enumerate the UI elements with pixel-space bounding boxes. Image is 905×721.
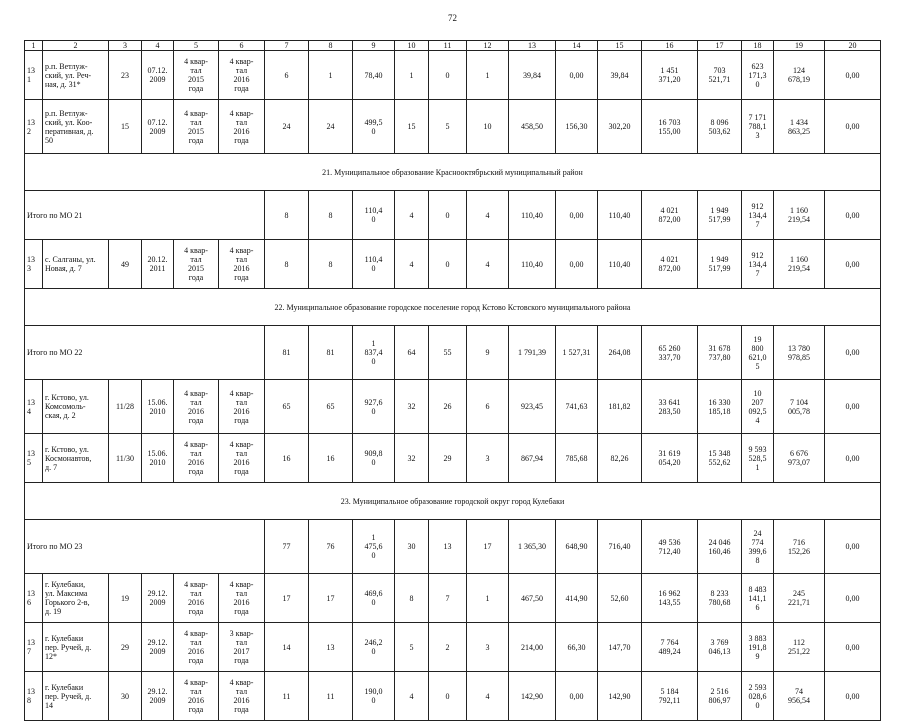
table-cell: 24 xyxy=(309,100,353,154)
table-cell: 4 квар- тал 2016 года xyxy=(219,574,265,623)
table-cell: 648,90 xyxy=(556,520,598,574)
table-cell: 0 xyxy=(429,51,467,100)
table-cell: 3 квар- тал 2017 года xyxy=(219,623,265,672)
row-number: 13 3 xyxy=(25,240,43,289)
address-cell: р.п. Ветлуж- ский, ул. Реч- ная, д. 31* xyxy=(43,51,109,100)
table-cell: 0,00 xyxy=(825,520,881,574)
table-row xyxy=(25,380,881,434)
address-cell: г. Кстово, ул. Комсомоль- ская, д. 2 xyxy=(43,380,109,434)
housing-program-table xyxy=(24,40,881,721)
table-cell: 0,00 xyxy=(556,51,598,100)
subtotal-label: Итого по МО 21 xyxy=(25,191,265,240)
table-row xyxy=(25,623,881,672)
table-cell: 110,4 0 xyxy=(353,240,395,289)
subtotal-label: Итого по МО 22 xyxy=(25,326,265,380)
table-cell: 26 xyxy=(429,380,467,434)
section-heading: 22. Муниципальное образование городское поселение город Кстово Кстовского муниципального района xyxy=(25,289,881,326)
column-number-cell: 15 xyxy=(598,41,642,51)
table-row xyxy=(25,574,881,623)
table-cell: 5 xyxy=(395,623,429,672)
table-cell: 110,40 xyxy=(509,191,556,240)
subtotal-row xyxy=(25,191,881,240)
table-cell: 1 434 863,25 xyxy=(774,100,825,154)
table-cell: 8 xyxy=(265,240,309,289)
address-cell: г. Кулебаки пер. Ручей, д. 14 xyxy=(43,672,109,721)
table-cell: 264,08 xyxy=(598,326,642,380)
table-cell: 4 квар- тал 2015 года xyxy=(174,100,219,154)
column-number-cell: 12 xyxy=(467,41,509,51)
table-cell: 3 769 046,13 xyxy=(698,623,742,672)
table-cell: 4 квар- тал 2016 года xyxy=(219,380,265,434)
table-cell: 15 xyxy=(109,100,142,154)
table-cell: 74 956,54 xyxy=(774,672,825,721)
table-cell: 4 квар- тал 2016 года xyxy=(174,434,219,483)
table-cell: 214,00 xyxy=(509,623,556,672)
table-cell: 9 593 528,5 1 xyxy=(742,434,774,483)
table-cell: 4 xyxy=(395,672,429,721)
table-cell: 6 676 973,07 xyxy=(774,434,825,483)
table-cell: 1 791,39 xyxy=(509,326,556,380)
table-cell: 142,90 xyxy=(598,672,642,721)
table-cell: 1 475,6 0 xyxy=(353,520,395,574)
table-cell: 0 xyxy=(429,191,467,240)
table-cell: 1 160 219,54 xyxy=(774,240,825,289)
table-cell: 923,45 xyxy=(509,380,556,434)
column-number-cell: 16 xyxy=(642,41,698,51)
table-cell: 10 xyxy=(467,100,509,154)
table-cell: 32 xyxy=(395,434,429,483)
address-cell: с. Салганы, ул. Новая, д. 7 xyxy=(43,240,109,289)
column-number-cell: 19 xyxy=(774,41,825,51)
table-cell: 147,70 xyxy=(598,623,642,672)
table-cell: 11 xyxy=(265,672,309,721)
row-number: 13 1 xyxy=(25,51,43,100)
table-cell: 4 xyxy=(395,240,429,289)
table-cell: 15.06. 2010 xyxy=(142,380,174,434)
column-number-cell: 4 xyxy=(142,41,174,51)
table-cell: 716 152,26 xyxy=(774,520,825,574)
table-cell: 190,0 0 xyxy=(353,672,395,721)
table-cell: 76 xyxy=(309,520,353,574)
table-cell: 30 xyxy=(395,520,429,574)
table-cell: 7 171 788,1 3 xyxy=(742,100,774,154)
table-cell: 5 xyxy=(429,100,467,154)
table-cell: 912 134,4 7 xyxy=(742,191,774,240)
column-number-cell: 17 xyxy=(698,41,742,51)
table-cell: 6 xyxy=(467,380,509,434)
table-cell: 31 619 054,20 xyxy=(642,434,698,483)
table-cell: 23 xyxy=(109,51,142,100)
table-cell: 4 021 872,00 xyxy=(642,191,698,240)
table-cell: 2 516 806,97 xyxy=(698,672,742,721)
table-cell: 8 483 141,1 6 xyxy=(742,574,774,623)
table-cell: 4 xyxy=(395,191,429,240)
column-number-cell: 11 xyxy=(429,41,467,51)
table-cell: 15 348 552,62 xyxy=(698,434,742,483)
table-cell: 11 xyxy=(309,672,353,721)
table-cell: 623 171,3 0 xyxy=(742,51,774,100)
table-cell: 867,94 xyxy=(509,434,556,483)
table-cell: 0,00 xyxy=(825,100,881,154)
table-cell: 1 365,30 xyxy=(509,520,556,574)
table-cell: 246,2 0 xyxy=(353,623,395,672)
table-cell: 0,00 xyxy=(825,326,881,380)
table-cell: 0,00 xyxy=(825,240,881,289)
table-cell: 112 251,22 xyxy=(774,623,825,672)
table-row xyxy=(25,240,881,289)
table-cell: 39,84 xyxy=(509,51,556,100)
table-cell: 110,40 xyxy=(598,240,642,289)
column-number-cell: 8 xyxy=(309,41,353,51)
table-cell: 65 xyxy=(309,380,353,434)
table-cell: 912 134,4 7 xyxy=(742,240,774,289)
table-cell: 64 xyxy=(395,326,429,380)
table-cell: 78,40 xyxy=(353,51,395,100)
table-cell: 3 883 191,8 9 xyxy=(742,623,774,672)
table-cell: 07.12. 2009 xyxy=(142,100,174,154)
column-number-cell: 13 xyxy=(509,41,556,51)
table-cell: 4 xyxy=(467,240,509,289)
table-cell: 19 800 621,0 5 xyxy=(742,326,774,380)
table-cell: 49 xyxy=(109,240,142,289)
table-cell: 4 квар- тал 2016 года xyxy=(219,100,265,154)
row-number: 13 4 xyxy=(25,380,43,434)
table-cell: 29.12. 2009 xyxy=(142,672,174,721)
table-cell: 302,20 xyxy=(598,100,642,154)
table-cell: 24 774 399,6 8 xyxy=(742,520,774,574)
table-cell: 17 xyxy=(467,520,509,574)
table-cell: 8 xyxy=(395,574,429,623)
table-cell: 49 536 712,40 xyxy=(642,520,698,574)
table-cell: 2 593 028,6 0 xyxy=(742,672,774,721)
table-cell: 4 квар- тал 2015 года xyxy=(174,51,219,100)
table-cell: 927,6 0 xyxy=(353,380,395,434)
table-cell: 39,84 xyxy=(598,51,642,100)
table-cell: 65 xyxy=(265,380,309,434)
table-row xyxy=(25,51,881,100)
table-cell: 0,00 xyxy=(556,191,598,240)
address-cell: р.п. Ветлуж- ский, ул. Коо- перативная, д. 50 xyxy=(43,100,109,154)
table-cell: 55 xyxy=(429,326,467,380)
table-cell: 16 xyxy=(265,434,309,483)
table-cell: 156,30 xyxy=(556,100,598,154)
table-cell: 13 xyxy=(429,520,467,574)
column-number-cell: 14 xyxy=(556,41,598,51)
table-cell: 17 xyxy=(265,574,309,623)
table-cell: 703 521,71 xyxy=(698,51,742,100)
table-cell: 8 xyxy=(309,191,353,240)
address-cell: г. Кулебаки, ул. Максима Горького 2-в, д. 19 xyxy=(43,574,109,623)
table-cell: 458,50 xyxy=(509,100,556,154)
table-cell: 8 xyxy=(309,240,353,289)
table-cell: 2 xyxy=(429,623,467,672)
table-cell: 4 квар- тал 2016 года xyxy=(174,380,219,434)
column-number-cell: 1 xyxy=(25,41,43,51)
table-cell: 16 xyxy=(309,434,353,483)
table-cell: 15.06. 2010 xyxy=(142,434,174,483)
row-number: 13 8 xyxy=(25,672,43,721)
section-heading-row xyxy=(25,289,881,326)
table-cell: 14 xyxy=(265,623,309,672)
table-cell: 1 949 517,99 xyxy=(698,191,742,240)
table-cell: 1 451 371,20 xyxy=(642,51,698,100)
table-cell: 909,8 0 xyxy=(353,434,395,483)
column-number-cell: 2 xyxy=(43,41,109,51)
table-cell: 414,90 xyxy=(556,574,598,623)
table-cell: 29.12. 2009 xyxy=(142,623,174,672)
table-cell: 7 104 005,78 xyxy=(774,380,825,434)
table-cell: 110,40 xyxy=(509,240,556,289)
section-heading-row xyxy=(25,154,881,191)
table-cell: 110,40 xyxy=(598,191,642,240)
table-cell: 0,00 xyxy=(825,380,881,434)
table-cell: 4 квар- тал 2016 года xyxy=(219,672,265,721)
table-cell: 17 xyxy=(309,574,353,623)
column-number-cell: 18 xyxy=(742,41,774,51)
row-number: 13 2 xyxy=(25,100,43,154)
table-cell: 19 xyxy=(109,574,142,623)
table-cell: 8 233 780,68 xyxy=(698,574,742,623)
table-cell: 4 квар- тал 2016 года xyxy=(219,240,265,289)
table-cell: 124 678,19 xyxy=(774,51,825,100)
table-cell: 77 xyxy=(265,520,309,574)
table-cell: 3 xyxy=(467,434,509,483)
table-cell: 7 764 489,24 xyxy=(642,623,698,672)
subtotal-row xyxy=(25,520,881,574)
table-cell: 31 678 737,80 xyxy=(698,326,742,380)
table-cell: 20.12. 2011 xyxy=(142,240,174,289)
address-cell: г. Кстово, ул. Космонавтов, д. 7 xyxy=(43,434,109,483)
table-cell: 467,50 xyxy=(509,574,556,623)
table-cell: 24 046 160,46 xyxy=(698,520,742,574)
table-cell: 1 527,31 xyxy=(556,326,598,380)
table-cell: 245 221,71 xyxy=(774,574,825,623)
table-cell: 29.12. 2009 xyxy=(142,574,174,623)
table-cell: 81 xyxy=(309,326,353,380)
table-cell: 4 квар- тал 2016 года xyxy=(219,434,265,483)
table-cell: 8 xyxy=(265,191,309,240)
table-cell: 181,82 xyxy=(598,380,642,434)
table-cell: 11/30 xyxy=(109,434,142,483)
table-cell: 0,00 xyxy=(556,240,598,289)
table-cell: 469,6 0 xyxy=(353,574,395,623)
table-cell: 716,40 xyxy=(598,520,642,574)
table-cell: 4 квар- тал 2016 года xyxy=(174,623,219,672)
table-cell: 1 xyxy=(395,51,429,100)
table-cell: 66,30 xyxy=(556,623,598,672)
column-number-cell: 10 xyxy=(395,41,429,51)
table-cell: 15 xyxy=(395,100,429,154)
table-row xyxy=(25,672,881,721)
table-cell: 1 xyxy=(467,574,509,623)
table-cell: 1 160 219,54 xyxy=(774,191,825,240)
section-heading: 23. Муниципальное образование городской округ город Кулебаки xyxy=(25,483,881,520)
column-number-row xyxy=(25,41,881,51)
table-cell: 32 xyxy=(395,380,429,434)
table-cell: 4 xyxy=(467,191,509,240)
table-cell: 110,4 0 xyxy=(353,191,395,240)
table-cell: 499,5 0 xyxy=(353,100,395,154)
column-number-cell: 3 xyxy=(109,41,142,51)
table-cell: 52,60 xyxy=(598,574,642,623)
table-cell: 9 xyxy=(467,326,509,380)
table-cell: 4 квар- тал 2016 года xyxy=(174,574,219,623)
column-number-cell: 20 xyxy=(825,41,881,51)
table-cell: 6 xyxy=(265,51,309,100)
column-number-cell: 5 xyxy=(174,41,219,51)
table-cell: 4 квар- тал 2015 года xyxy=(174,240,219,289)
subtotal-row xyxy=(25,326,881,380)
table-cell: 81 xyxy=(265,326,309,380)
table-cell: 29 xyxy=(429,434,467,483)
table-cell: 0,00 xyxy=(825,51,881,100)
table-cell: 5 184 792,11 xyxy=(642,672,698,721)
table-cell: 0,00 xyxy=(825,623,881,672)
section-heading: 21. Муниципальное образование Краснооктябрьский муниципальный район xyxy=(25,154,881,191)
row-number: 13 7 xyxy=(25,623,43,672)
column-number-cell: 9 xyxy=(353,41,395,51)
page-number: 72 xyxy=(448,13,457,23)
table-cell: 0 xyxy=(429,240,467,289)
table-cell: 16 330 185,18 xyxy=(698,380,742,434)
table-cell: 7 xyxy=(429,574,467,623)
column-number-cell: 6 xyxy=(219,41,265,51)
table-row xyxy=(25,434,881,483)
table-cell: 29 xyxy=(109,623,142,672)
table-cell: 4 квар- тал 2016 года xyxy=(219,51,265,100)
table-row xyxy=(25,100,881,154)
table-cell: 0,00 xyxy=(825,434,881,483)
table-cell: 82,26 xyxy=(598,434,642,483)
table-cell: 0,00 xyxy=(825,191,881,240)
table-cell: 16 962 143,55 xyxy=(642,574,698,623)
table-cell: 11/28 xyxy=(109,380,142,434)
column-number-cell: 7 xyxy=(265,41,309,51)
table-cell: 30 xyxy=(109,672,142,721)
table-cell: 741,63 xyxy=(556,380,598,434)
table-cell: 10 207 092,5 4 xyxy=(742,380,774,434)
table-cell: 1 xyxy=(467,51,509,100)
table-cell: 1 949 517,99 xyxy=(698,240,742,289)
table-cell: 3 xyxy=(467,623,509,672)
section-heading-row xyxy=(25,483,881,520)
table-cell: 0,00 xyxy=(825,574,881,623)
table-cell: 4 xyxy=(467,672,509,721)
subtotal-label: Итого по МО 23 xyxy=(25,520,265,574)
table-cell: 07.12. 2009 xyxy=(142,51,174,100)
table-cell: 0 xyxy=(429,672,467,721)
row-number: 13 5 xyxy=(25,434,43,483)
table-cell: 0,00 xyxy=(556,672,598,721)
table-cell: 8 096 503,62 xyxy=(698,100,742,154)
table-cell: 65 260 337,70 xyxy=(642,326,698,380)
table-cell: 142,90 xyxy=(509,672,556,721)
address-cell: г. Кулебаки пер. Ручей, д. 12* xyxy=(43,623,109,672)
table-cell: 785,68 xyxy=(556,434,598,483)
table-cell: 4 квар- тал 2016 года xyxy=(174,672,219,721)
table-cell: 13 780 978,85 xyxy=(774,326,825,380)
table-cell: 16 703 155,00 xyxy=(642,100,698,154)
table-cell: 1 xyxy=(309,51,353,100)
row-number: 13 6 xyxy=(25,574,43,623)
table-cell: 4 021 872,00 xyxy=(642,240,698,289)
table-cell: 0,00 xyxy=(825,672,881,721)
table-cell: 1 837,4 0 xyxy=(353,326,395,380)
table-cell: 33 641 283,50 xyxy=(642,380,698,434)
table-cell: 24 xyxy=(265,100,309,154)
table-cell: 13 xyxy=(309,623,353,672)
